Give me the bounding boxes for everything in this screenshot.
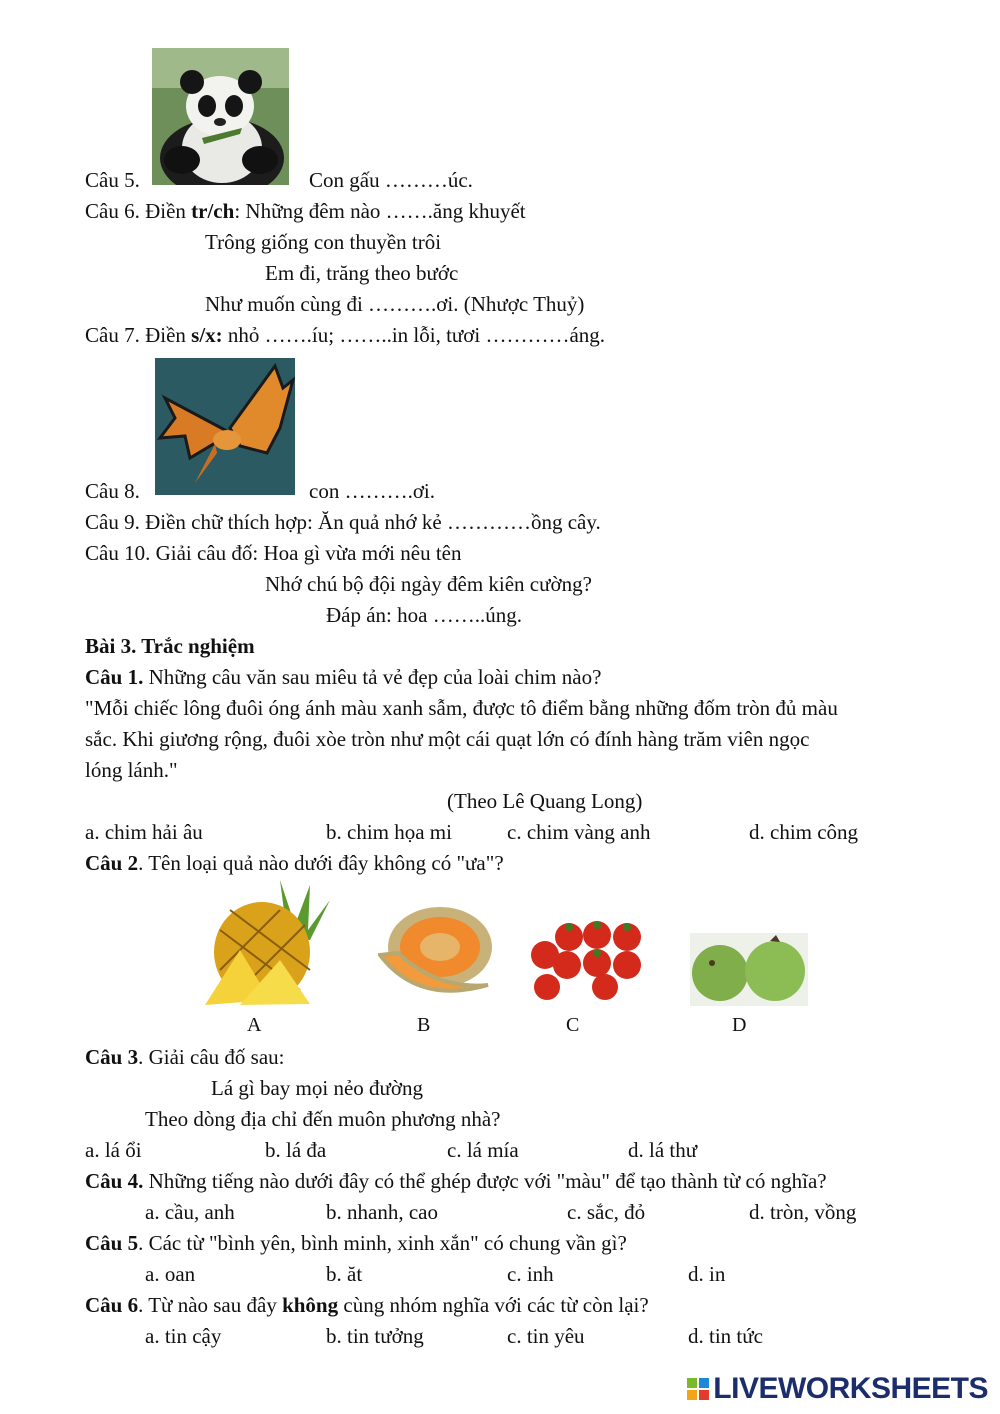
q5-label: Câu 5.	[85, 168, 140, 192]
c3-riddle-2: Theo dòng địa chỉ đến muôn phương nhà?	[145, 1107, 501, 1131]
c6-option-b: b. tin tưởng	[326, 1324, 424, 1348]
c1-option-a: a. chim hải âu	[85, 820, 203, 844]
c6-option-c: c. tin yêu	[507, 1324, 585, 1348]
c5-option-b: b. ăt	[326, 1262, 363, 1286]
q7-prefix: Câu 7. Điền	[85, 323, 192, 347]
c5-label: Câu 5	[85, 1231, 139, 1255]
fruit-label-b: B	[417, 1014, 431, 1036]
melon-image	[378, 905, 493, 1000]
q8-label: Câu 8.	[85, 479, 140, 503]
q7-bold: s/x:	[191, 323, 223, 347]
c1-text: Những câu văn sau miêu tả vẻ đẹp của loài chim nào?	[143, 665, 602, 689]
c2-question	[85, 851, 504, 875]
q6-line-1	[85, 199, 526, 223]
c1-source: (Theo Lê Quang Long)	[447, 789, 643, 813]
c6-pre: . Từ nào sau đây	[138, 1293, 283, 1317]
c1-option-c: c. chim vàng anh	[507, 820, 651, 844]
c4-option-d: d. tròn, vồng	[749, 1200, 857, 1224]
fruit-label-a: A	[247, 1014, 262, 1036]
c3-text: . Giải câu đố sau:	[138, 1045, 285, 1069]
c6-question	[85, 1293, 649, 1317]
q6-text: : Những đêm nào …….ăng khuyết	[234, 199, 526, 223]
c3-option-d: d. lá thư	[628, 1138, 698, 1162]
q6-line-3: Em đi, trăng theo bước	[265, 261, 459, 285]
c1-passage-2: sắc. Khi giương rộng, đuôi xòe tròn như một cái quạt lớn có đính hàng trăm viên ngọc	[85, 727, 810, 751]
fruit-label-c: C	[566, 1014, 580, 1036]
c3-label: Câu 3	[85, 1045, 139, 1069]
pineapple-image	[200, 880, 330, 1008]
q7-text: nhỏ …….íu; ……..in lỗi, tươi …………áng.	[222, 323, 606, 347]
c1-label: Câu 1.	[85, 665, 144, 689]
q6-line-4: Như muốn cùng đi ……….ơi. (Nhược Thuỷ)	[205, 292, 585, 316]
bat-image	[155, 358, 295, 495]
c3-riddle-1: Lá gì bay mọi nẻo đường	[211, 1076, 424, 1100]
c6-option-d: d. tin tức	[688, 1324, 763, 1348]
c2-text: . Tên loại quả nào dưới đây không có "ưa"?	[138, 851, 504, 875]
c6-option-a: a. tin cậy	[145, 1324, 222, 1348]
c6-post: cùng nhóm nghĩa với các từ còn lại?	[338, 1293, 649, 1317]
c4-question	[85, 1169, 827, 1193]
c1-option-d: d. chim công	[749, 820, 859, 844]
c4-option-b: b. nhanh, cao	[326, 1200, 438, 1224]
c3-question	[85, 1045, 284, 1069]
c5-option-a: a. oan	[145, 1262, 196, 1286]
c6-label: Câu 6	[85, 1293, 139, 1317]
q5-text: Con gấu ………úc.	[309, 168, 473, 192]
tomatoes-image	[527, 915, 652, 1003]
c4-option-a: a. cầu, anh	[145, 1200, 235, 1224]
liveworksheets-watermark	[687, 1372, 988, 1406]
c5-question	[85, 1231, 627, 1255]
c6-bold: không	[282, 1293, 339, 1317]
q9-line: Câu 9. Điền chữ thích hợp: Ăn quả nhớ kẻ …………ồng cây.	[85, 510, 601, 534]
c1-passage-1: "Mỗi chiếc lông đuôi óng ánh màu xanh sẫm, được tô điểm bằng những đốm tròn đủ màu	[85, 696, 838, 720]
liveworksheets-logo-icon	[687, 1378, 709, 1400]
bai3-title	[85, 634, 255, 658]
q10-line-1: Câu 10. Giải câu đố: Hoa gì vừa mới nêu tên	[85, 541, 462, 565]
c1-passage-3: lóng lánh."	[85, 758, 178, 782]
q6-bold: tr/ch	[191, 199, 235, 223]
c1-question	[85, 665, 601, 689]
q10-line-3: Đáp án: hoa ……..úng.	[326, 603, 522, 627]
q6-line-2: Trông giống con thuyền trôi	[205, 230, 442, 254]
fruit-label-d: D	[732, 1014, 747, 1036]
q7-line	[85, 323, 605, 347]
c3-option-a: a. lá ổi	[85, 1138, 142, 1162]
c2-label: Câu 2	[85, 851, 139, 875]
c3-option-c: c. lá mía	[447, 1138, 519, 1162]
bai3-title-text: Bài 3. Trắc nghiệm	[85, 634, 255, 658]
panda-image	[152, 48, 289, 185]
c4-option-c: c. sắc, đỏ	[567, 1200, 646, 1224]
guava-image	[690, 933, 808, 1006]
c4-text: Những tiếng nào dưới đây có thể ghép được với "màu" để tạo thành từ có nghĩa?	[143, 1169, 827, 1193]
q8-text: con ……….ơi.	[309, 479, 436, 503]
q10-line-2: Nhớ chú bộ đội ngày đêm kiên cường?	[265, 572, 592, 596]
q6-prefix: Câu 6. Điền	[85, 199, 192, 223]
c3-option-b: b. lá đa	[265, 1138, 327, 1162]
watermark-text: LIVEWORKSHEETS	[713, 1372, 988, 1405]
c1-option-b: b. chim họa mi	[326, 820, 452, 844]
c5-option-d: d. in	[688, 1262, 726, 1286]
c5-text: . Các từ "bình yên, bình minh, xinh xắn" có chung vần gì?	[138, 1231, 627, 1255]
c5-option-c: c. inh	[507, 1262, 554, 1286]
c4-label: Câu 4.	[85, 1169, 144, 1193]
